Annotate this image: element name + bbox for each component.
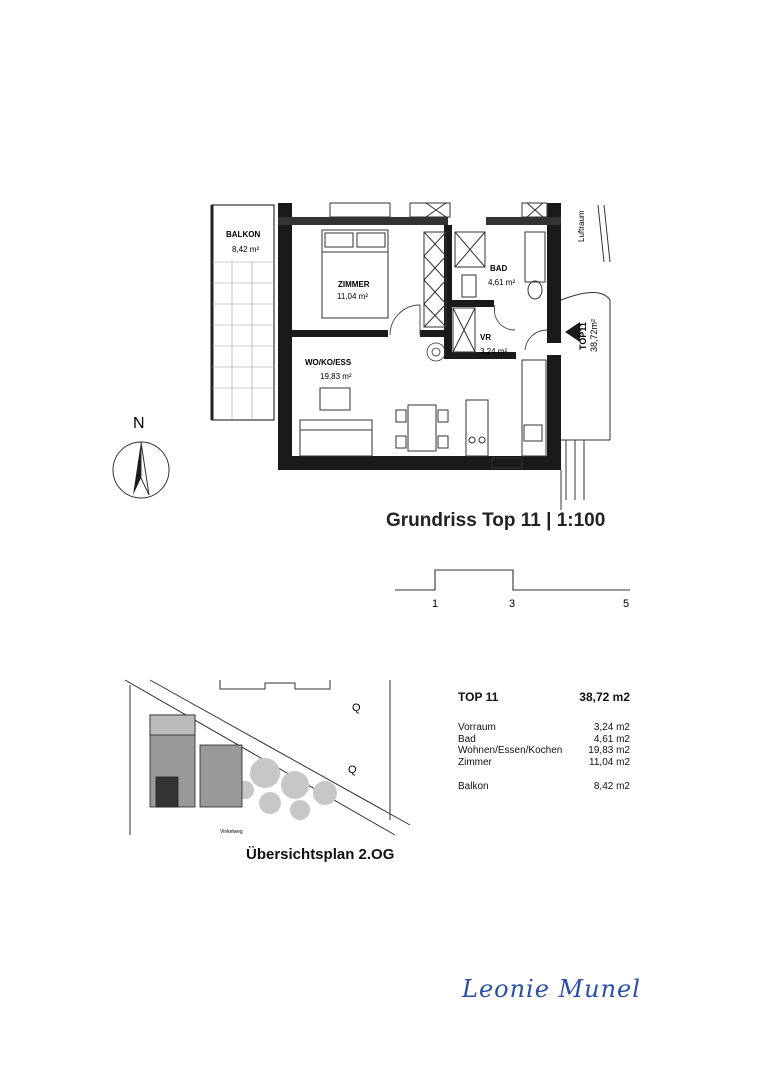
table-row-balkon: Balkon 8,42 m2 <box>458 781 630 792</box>
luftraum-label: Luftraum <box>577 210 586 242</box>
north-label: N <box>133 415 145 432</box>
vr-area: 3,24 m² <box>480 347 508 356</box>
north-arrow-icon <box>113 415 169 498</box>
overview-caption: Übersichtsplan 2.OG <box>246 846 395 863</box>
zimmer-area: 11,04 m² <box>337 292 368 301</box>
table-row: Bad 4,61 m2 <box>458 733 630 745</box>
summary-total: 38,72 m2 <box>579 690 630 704</box>
trees <box>236 758 337 820</box>
balkon-label: BALKON <box>226 230 261 239</box>
summary-header <box>458 690 630 704</box>
summary-title: TOP 11 <box>458 690 499 704</box>
area-summary-table <box>458 690 630 793</box>
balkon-area: 8,42 m² <box>232 245 260 254</box>
floor-plan <box>0 0 764 520</box>
table-row: Zimmer 11,04 m2 <box>458 756 630 768</box>
bad-area: 4,61 m² <box>488 278 516 287</box>
zimmer-label: ZIMMER <box>338 280 370 289</box>
top-area-label: 38,72m² <box>589 318 599 352</box>
page-title: Grundriss Top 11 | 1:100 <box>386 510 606 531</box>
signature: Leonie Munel <box>462 975 641 1003</box>
table-row: Vorraum 3,24 m2 <box>458 722 630 733</box>
scale-tick-1: 1 <box>432 598 439 610</box>
bed-icon <box>322 230 388 318</box>
plant-icon <box>427 343 445 361</box>
scale-tick-3: 3 <box>509 598 516 610</box>
woko-area: 19,83 m² <box>320 372 352 381</box>
vr-label: VR <box>480 333 492 342</box>
scale-tick-5: 5 <box>623 598 630 610</box>
q-symbol: Q <box>352 702 361 714</box>
q-symbol-2: Q <box>348 764 357 776</box>
buildings <box>150 715 242 807</box>
kitchen-counter <box>466 360 546 468</box>
table-row: Wohnen/Essen/Kochen 19,83 m2 <box>458 745 630 756</box>
road-label: Vinkelweg <box>220 829 243 835</box>
living-furniture <box>300 388 448 456</box>
scale-bar <box>390 560 640 620</box>
site-overview-plan <box>120 675 420 845</box>
woko-label: WO/KO/ESS <box>305 358 352 367</box>
top-label: TOP11 <box>578 322 588 350</box>
bad-label: BAD <box>490 264 508 273</box>
